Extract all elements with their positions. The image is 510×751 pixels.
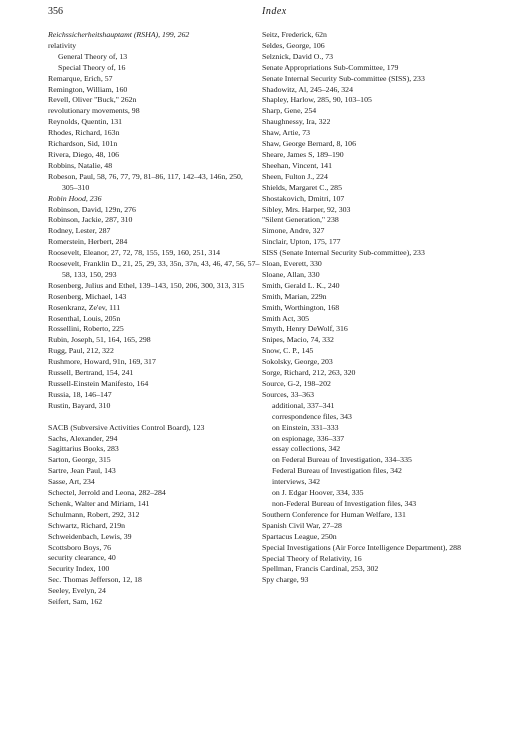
index-entry: Robinson, David, 129n, 276: [48, 204, 136, 214]
index-entry: Sheare, James S, 189–190: [262, 149, 344, 159]
index-entry: Snipes, Macio, 74, 332: [262, 335, 334, 345]
index-entry: Seldes, George, 106: [262, 40, 325, 50]
index-entry: Sloan, Everett, 330: [262, 259, 322, 269]
index-entry: SISS (Senate Internal Security Sub-committee), 233: [262, 248, 425, 258]
index-entry: Sarton, George, 315: [48, 455, 111, 465]
index-entry: Snow, C. P., 145: [262, 346, 314, 356]
index-entry: Sheen, Fulton J., 224: [262, 171, 328, 181]
index-subentry: on espionage, 336–337: [272, 433, 345, 443]
index-entry: Rosenkranz, Ze'ev, 111: [48, 302, 121, 312]
index-subentry: on J. Edgar Hoover, 334, 335: [272, 488, 364, 498]
index-entry: Schulmann, Robert, 292, 312: [48, 509, 140, 519]
index-entry: Special Theory of Relativity, 16: [262, 553, 362, 563]
index-entry: Shostakovich, Dmitri, 107: [262, 193, 345, 203]
index-entry: Scottsboro Boys, 76: [48, 542, 112, 552]
index-subentry: General Theory of, 13: [58, 51, 128, 61]
index-entry: Seitz, Frederick, 62n: [262, 30, 327, 39]
index-entry: Russia, 18, 146–147: [48, 389, 112, 399]
index-entry: Sources, 33–363: [262, 389, 314, 399]
index-subentry: on Federal Bureau of Investigation, 334–335: [272, 455, 412, 465]
index-letter-gap: [48, 412, 260, 423]
index-entry: Robeson, Paul, 58, 76, 77, 79, 81–86, 117, 142–43, 146n, 250, 305–310: [48, 171, 243, 192]
index-entry: Sasse, Art, 234: [48, 477, 95, 487]
index-entry: Special Investigations (Air Force Intelligence Department), 288: [262, 542, 461, 552]
index-entry: Spanish Civil War, 27–28: [262, 520, 342, 530]
index-entry: Smith, Gerald L. K., 240: [262, 280, 340, 290]
index-entry: Senate Internal Security Sub-committee (SISS), 233: [262, 73, 425, 83]
index-subentry: Special Theory of, 16: [58, 62, 126, 72]
index-entry: Selznick, David O., 73: [262, 51, 334, 61]
index-column-left: [48, 30, 260, 608]
index-entry: Sartre, Jean Paul, 143: [48, 466, 116, 476]
index-subentry: interviews, 342: [272, 477, 321, 487]
index-entry: Reichssicherheitshauptamt (RSHA), 199, 262: [48, 30, 190, 39]
index-entry: Robin Hood, 236: [48, 193, 102, 203]
index-subentry: Federal Bureau of Investigation files, 342: [272, 466, 402, 476]
index-entry: Smith, Worthington, 168: [262, 302, 340, 312]
index-column-right: [262, 30, 482, 586]
page-header: [48, 6, 470, 22]
page-number: 356: [48, 6, 63, 17]
index-entry: Schenk, Walter and Miriam, 141: [48, 498, 150, 508]
index-entry: Shields, Margaret C., 285: [262, 182, 342, 192]
index-entry: Russell-Einstein Manifesto, 164: [48, 379, 149, 388]
index-entry: Shapley, Harlow, 285, 90, 103–105: [262, 95, 372, 105]
index-subentry: on Einstein, 331–333: [272, 422, 339, 432]
index-entry: Roosevelt, Franklin D., 21, 25, 29, 33, 35n, 37n, 43, 46, 47, 56, 57–58, 133, 150, 293: [48, 259, 260, 279]
index-subentry: non-Federal Bureau of Investigation files, 343: [272, 498, 417, 508]
index-entry: Rodney, Lester, 287: [48, 226, 111, 236]
index-entry: Rosenberg, Julius and Ethel, 139–143, 150, 206, 300, 313, 315: [48, 280, 245, 290]
index-entry: Revell, Oliver "Buck," 262n: [48, 95, 137, 105]
index-entry: Rugg, Paul, 212, 322: [48, 346, 114, 356]
index-subentry: correspondence files, 343: [272, 411, 352, 421]
index-entry: Sheehan, Vincent, 141: [262, 160, 332, 170]
index-entry: Robinson, Jackie, 287, 310: [48, 215, 133, 225]
index-entry: Shaw, Artie, 73: [262, 128, 311, 138]
index-entry: Spartacus League, 250n: [262, 531, 337, 541]
index-entry: Seifert, Sam, 162: [48, 597, 103, 607]
index-entry: Sorge, Richard, 212, 263, 320: [262, 368, 356, 378]
index-entry: Remarque, Erich, 57: [48, 73, 113, 83]
index-entry: Shadowitz, Al, 245–246, 324: [262, 84, 353, 94]
index-entry: Rosenthal, Louis, 205n: [48, 313, 121, 323]
index-entry: Simone, Andre, 327: [262, 226, 325, 236]
index-entry: Spellman, Francis Cardinal, 253, 302: [262, 564, 379, 574]
index-entry: Robbins, Natalie, 48: [48, 160, 113, 170]
index-entry: Sloane, Allan, 330: [262, 269, 320, 279]
index-entry: Smyth, Henry DeWolf, 316: [262, 324, 348, 334]
index-entry: Shaw, George Bernard, 8, 106: [262, 139, 356, 149]
index-entry: Schweidenbach, Lewis, 39: [48, 531, 132, 541]
index-entry: Sibley, Mrs. Harper, 92, 303: [262, 204, 351, 214]
index-entry: SACB (Subversive Activities Control Board), 123: [48, 422, 205, 432]
index-entry: Rosenberg, Michael, 143: [48, 291, 127, 301]
index-entry: Reynolds, Quentin, 131: [48, 117, 123, 127]
index-entry: Smith Act, 305: [262, 313, 310, 323]
index-entry: Russell, Bertrand, 154, 241: [48, 368, 134, 378]
index-entry: Seeley, Evelyn, 24: [48, 586, 106, 596]
index-entry: Romerstein, Herbert, 284: [48, 237, 128, 247]
index-entry: security clearance, 40: [48, 553, 116, 563]
index-subentry: additional, 337–341: [272, 400, 335, 410]
index-entry: Sokolsky, George, 203: [262, 357, 333, 367]
index-entry: Rustin, Bayard, 310: [48, 400, 111, 410]
index-entry: Richardson, Sid, 101n: [48, 139, 118, 149]
index-entry: Rubin, Joseph, 51, 164, 165, 298: [48, 335, 151, 345]
index-subentry: essay collections, 342: [272, 444, 341, 454]
index-entry: "Silent Generation," 238: [262, 215, 339, 225]
index-entry: Sec. Thomas Jefferson, 12, 18: [48, 575, 142, 585]
index-entry: Smith, Marian, 229n: [262, 291, 327, 301]
index-entry: Remington, William, 160: [48, 84, 128, 94]
index-entry: Rhodes, Richard, 163n: [48, 128, 120, 138]
index-entry: Southern Conference for Human Welfare, 131: [262, 509, 406, 519]
index-entry: Shaughnessy, Ira, 322: [262, 117, 331, 127]
index-entry: Sachs, Alexander, 294: [48, 433, 118, 443]
index-entry: Sharp, Gene, 254: [262, 106, 317, 116]
index-entry: revolutionary movements, 98: [48, 106, 140, 116]
index-entry: Source, G-2, 198–202: [262, 379, 331, 388]
page-title: Index: [262, 6, 287, 17]
index-entry: Schectel, Jerrold and Leona, 282–284: [48, 488, 166, 498]
index-entry: Sagittarius Books, 283: [48, 444, 119, 454]
index-entry: relativity: [48, 40, 77, 50]
index-entry: Rushmore, Howard, 91n, 169, 317: [48, 357, 156, 367]
index-entry: Spy charge, 93: [262, 575, 309, 585]
index-entry: Schwartz, Richard, 219n: [48, 520, 126, 530]
index-entry: Security Index, 100: [48, 564, 110, 574]
index-entry: Roosevelt, Eleanor, 27, 72, 78, 155, 159, 160, 251, 314: [48, 248, 221, 258]
index-entry: Rossellini, Roberto, 225: [48, 324, 124, 334]
index-entry: Rivera, Diego, 48, 106: [48, 149, 120, 159]
index-entry: Senate Appropriations Sub-Committee, 179: [262, 62, 399, 72]
index-entry: Sinclair, Upton, 175, 177: [262, 237, 341, 247]
